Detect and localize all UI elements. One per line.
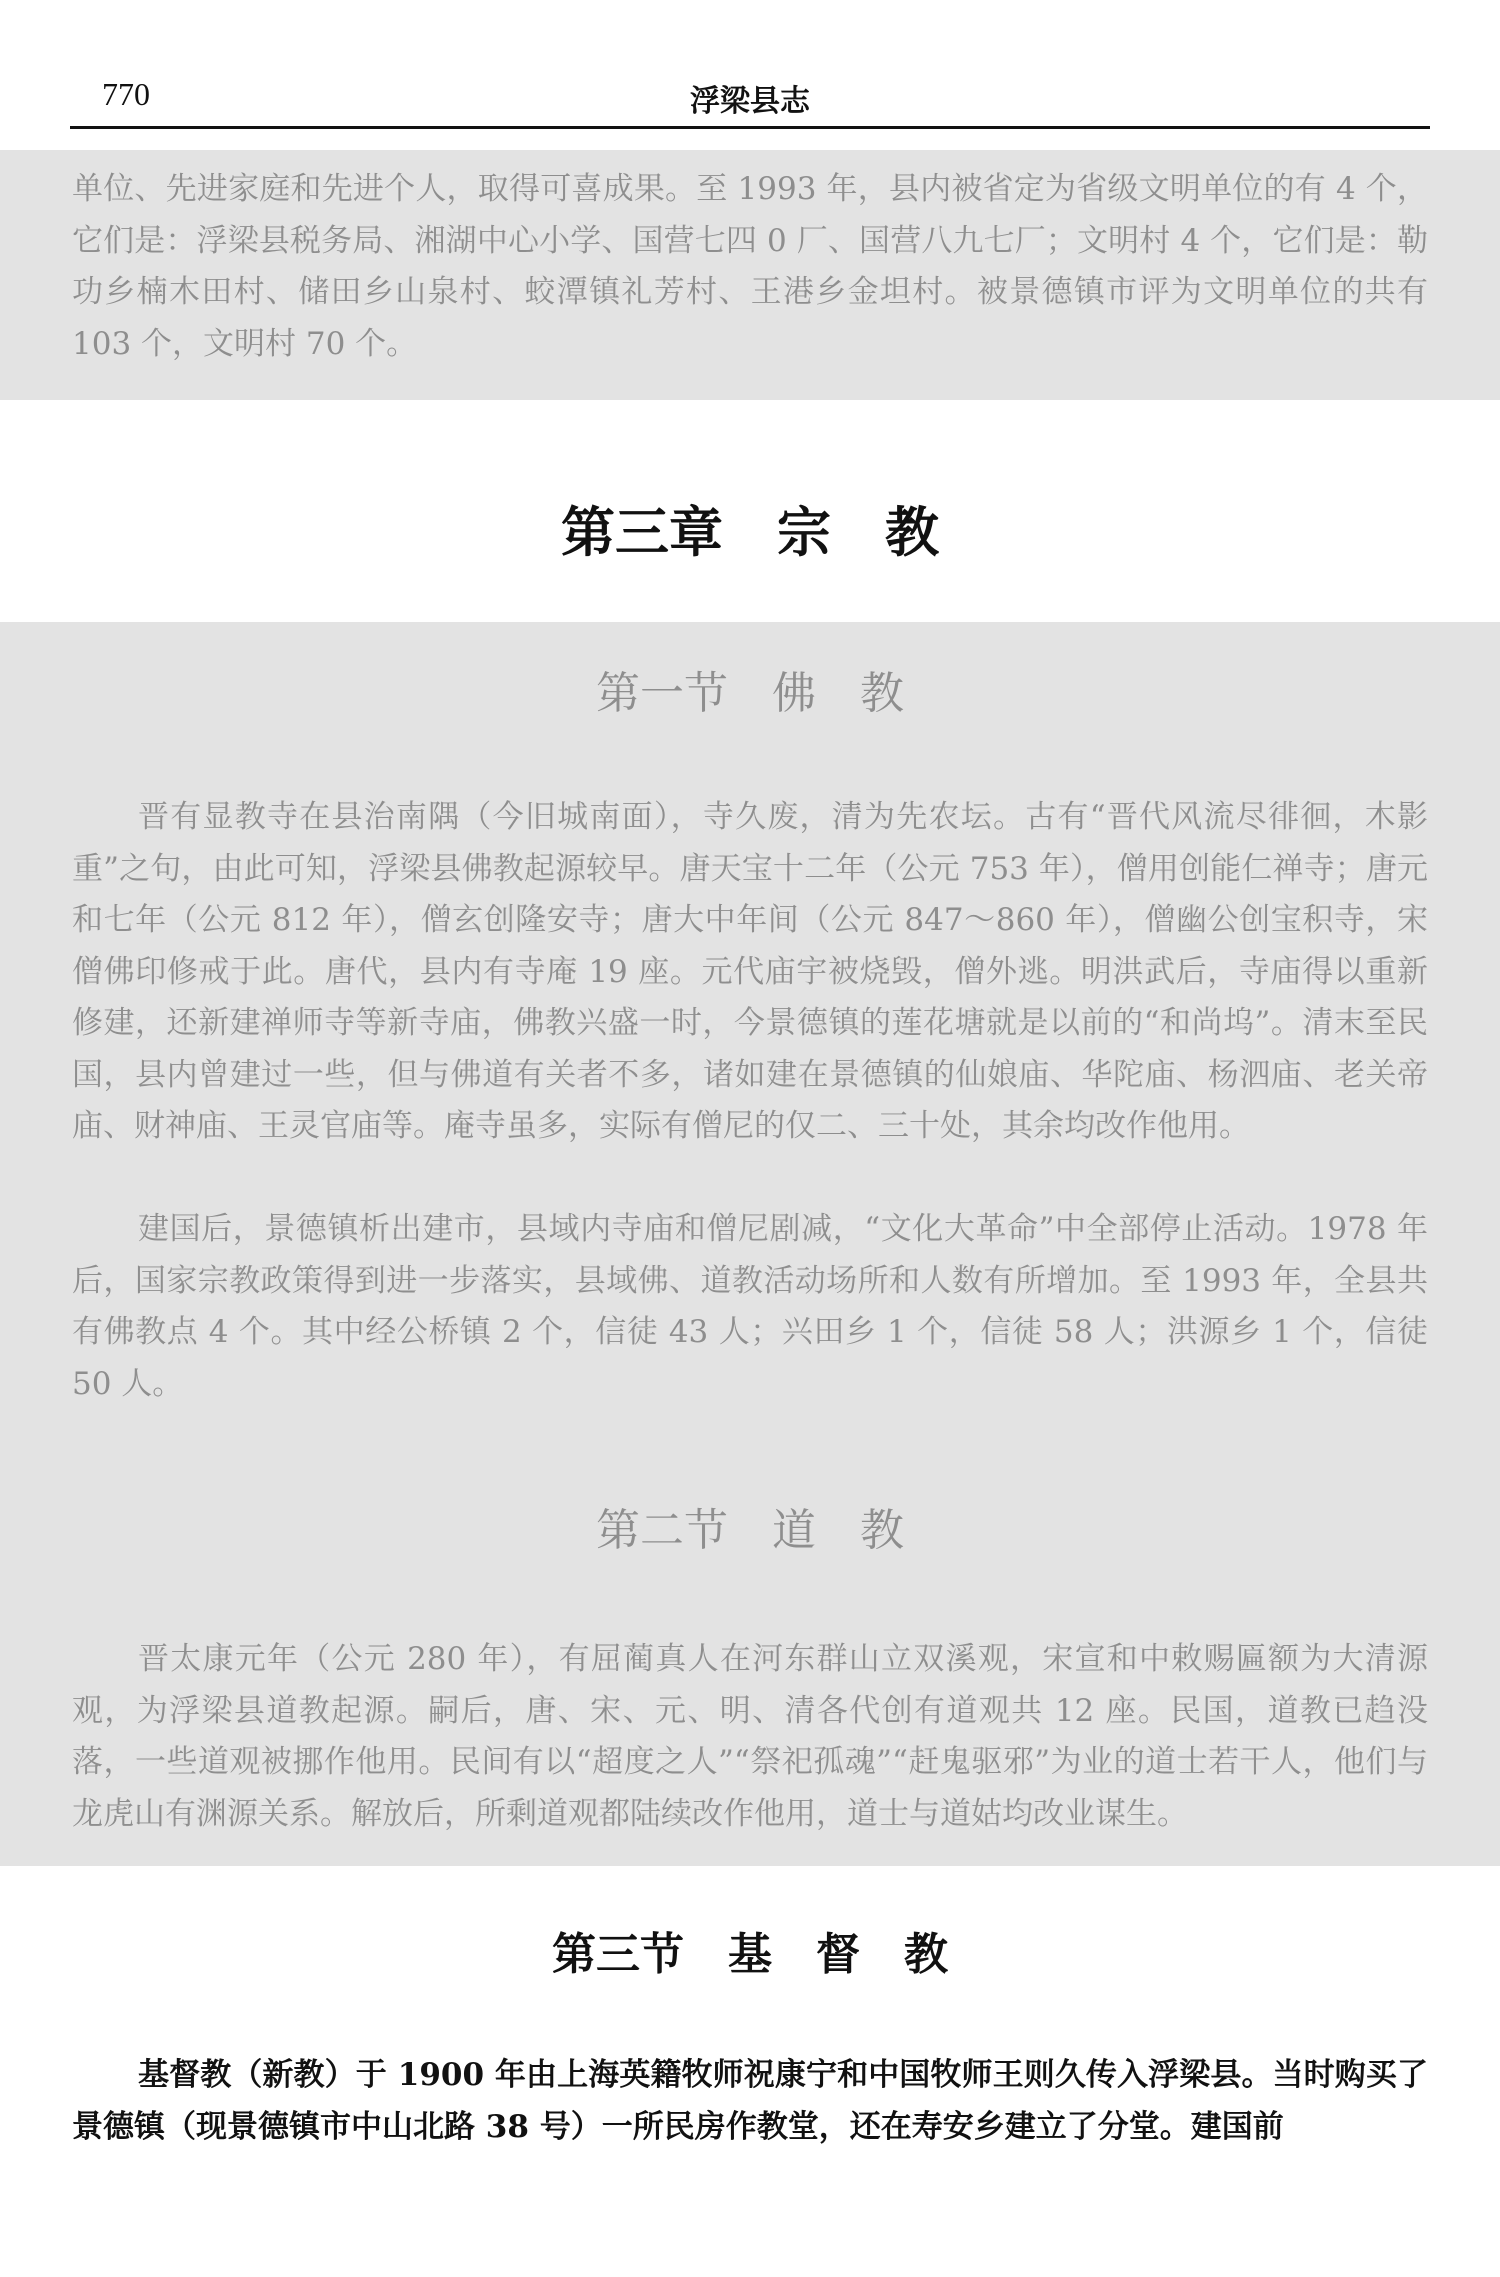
section-taoism-title: 第二节 道 教 (596, 1505, 904, 1556)
running-title: 浮梁县志 (690, 84, 810, 119)
section-christianity-title: 第三节 基 督 教 (552, 1929, 948, 1980)
page-header (70, 70, 1430, 129)
christianity-paragraph-1: 基督教（新教）于 1900 年由上海英籍牧师祝康宁和中国牧师王则久传入浮梁县。当时购买了景德镇（现景德镇市中山北路 38 号）一所民房作教堂，还在寿安乡建立了分堂。建国前 (72, 2057, 1428, 2145)
intro-paragraph: 单位、先进家庭和先进个人，取得可喜成果。至 1993 年，县内被省定为省级文明单位的有 4 个，它们是：浮梁县税务局、湘湖中心小学、国营七四 0 厂、国营八九七厂；文明村 4 个，它们是：勒功乡楠木田村、储田乡山泉村、蛟潭镇礼芳村、王港乡金坦村。被景德镇市评为文明单位的共有 103 个，文明村 70 个。 (72, 171, 1428, 362)
page-number: 770 (102, 76, 150, 112)
buddhism-paragraph-2: 建国后，景德镇析出建市，县域内寺庙和僧尼剧减，“文化大革命”中全部停止活动。1978 年后，国家宗教政策得到进一步落实，县域佛、道教活动场所和人数有所增加。至 1993 年，全县共有佛教点 4 个。其中经公桥镇 2 个，信徒 43 人；兴田乡 1 个，信徒 58 人；洪源乡 1 个，信徒 50 人。 (72, 1211, 1428, 1402)
taoism-paragraph-1: 晋太康元年（公元 280 年），有屈蔺真人在河东群山立双溪观，宋宣和中敕赐匾额为大清源观，为浮梁县道教起源。嗣后，唐、宋、元、明、清各代创有道观共 12 座。民国，道教已趋没落，一些道观被挪作他用。民间有以“超度之人”“祭祀孤魂”“赶鬼驱邪”为业的道士若干人，他们与龙虎山有渊源关系。解放后，所剩道观都陆续改作他用，道士与道姑均改业谋生。 (72, 1641, 1428, 1832)
religion-band (0, 622, 1500, 1866)
intro-band (0, 150, 1500, 400)
chapter-title: 第三章 宗 教 (561, 501, 939, 564)
buddhism-paragraph-1: 晋有显教寺在县治南隅（今旧城南面），寺久废，清为先农坛。古有“晋代风流尽徘徊，木影重”之句，由此可知，浮梁县佛教起源较早。唐天宝十二年（公元 753 年），僧用创能仁禅寺；唐元和七年（公元 812 年），僧玄创隆安寺；唐大中年间（公元 847～860 年），僧幽公创宝积寺，宋僧佛印修戒于此。唐代，县内有寺庵 19 座。元代庙宇被烧毁，僧外逃。明洪武后，寺庙得以重新修建，还新建禅师寺等新寺庙，佛教兴盛一时，今景德镇的莲花塘就是以前的“和尚坞”。清末至民国，县内曾建过一些，但与佛道有关者不多，诸如建在景德镇的仙娘庙、华陀庙、杨泗庙、老关帝庙、财神庙、王灵官庙等。庵寺虽多，实际有僧尼的仅二、三十处，其余均改作他用。 (72, 799, 1428, 1144)
section-buddhism-title: 第一节 佛 教 (596, 668, 904, 719)
